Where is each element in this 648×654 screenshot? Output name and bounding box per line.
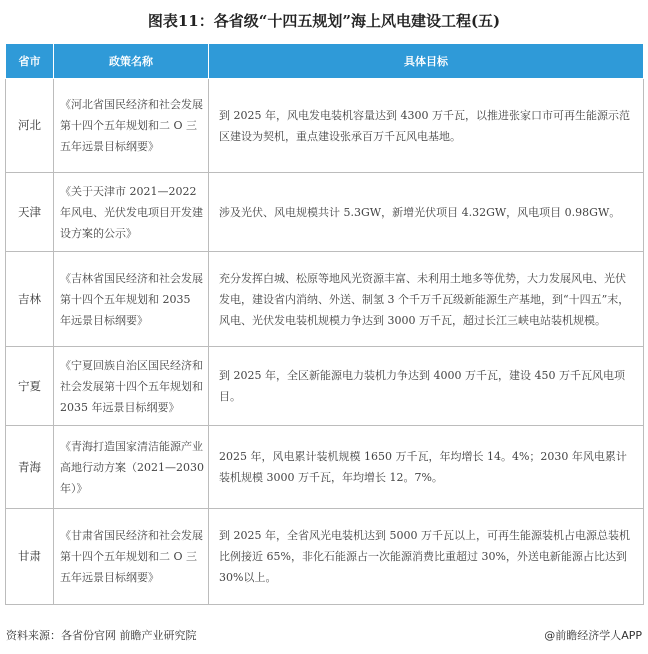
policy-table bbox=[5, 43, 644, 605]
policy-cell: 《关于天津市 2021—2022 年风电、光伏发电项目开发建设方案的公示》 bbox=[54, 173, 209, 252]
province-cell: 青海 bbox=[6, 426, 54, 509]
goal-cell: 2025 年，风电累计装机规模 1650 万千瓦，年均增长 14。4%；2030 年风电累计装机规模 3000 万千瓦，年均增长 12。7%。 bbox=[209, 426, 644, 509]
goal-cell: 到 2025 年，全省风光电装机达到 5000 万千瓦以上，可再生能源装机占电源总装机比例接近 65%，非化石能源占一次能源消费比重超过 30%，外送电新能源占比达到 30%以上。 bbox=[209, 509, 644, 605]
table-row bbox=[6, 426, 644, 509]
header-province: 省市 bbox=[6, 44, 54, 79]
goal-cell: 充分发挥白城、松原等地风光资源丰富、未利用土地多等优势，大力发展风电、光伏发电，建设省内消纳、外送、制氢 3 个千万千瓦级新能源生产基地，到“十四五”末，风电、光伏发电装机规模力争达到 3000 万千瓦，超过长江三峡电站装机规模。 bbox=[209, 252, 644, 347]
policy-cell: 《河北省国民经济和社会发展第十四个五年规划和二 O 三五年远景目标纲要》 bbox=[54, 79, 209, 173]
policy-cell: 《甘肃省国民经济和社会发展第十四个五年规划和二 O 三五年远景目标纲要》 bbox=[54, 509, 209, 605]
province-cell: 甘肃 bbox=[6, 509, 54, 605]
table-row bbox=[6, 79, 644, 173]
table-row bbox=[6, 173, 644, 252]
brand-credit: @前瞻经济学人APP bbox=[544, 629, 642, 642]
policy-cell: 《宁夏回族自治区国民经济和社会发展第十四个五年规划和 2035 年远景目标纲要》 bbox=[54, 347, 209, 426]
table-row bbox=[6, 509, 644, 605]
header-policy-name: 政策名称 bbox=[54, 44, 209, 79]
goal-cell: 到 2025 年，全区新能源电力装机力争达到 4000 万千瓦，建设 450 万千瓦风电项目。 bbox=[209, 347, 644, 426]
province-cell: 天津 bbox=[6, 173, 54, 252]
province-cell: 河北 bbox=[6, 79, 54, 173]
province-cell: 宁夏 bbox=[6, 347, 54, 426]
page-title: 图表11：各省级“十四五规划”海上风电建设工程(五) bbox=[147, 12, 501, 30]
header-goal: 具体目标 bbox=[209, 44, 644, 79]
table-header-row bbox=[6, 44, 644, 79]
policy-cell: 《吉林省国民经济和社会发展第十四个五年规划和 2035 年远景目标纲要》 bbox=[54, 252, 209, 347]
goal-cell: 涉及光伏、风电规模共计 5.3GW，新增光伏项目 4.32GW，风电项目 0.98GW。 bbox=[209, 173, 644, 252]
policy-cell: 《青海打造国家清洁能源产业高地行动方案（2021—2030 年）》 bbox=[54, 426, 209, 509]
goal-cell: 到 2025 年，风电发电装机容量达到 4300 万千瓦，以推进张家口市可再生能源示范区建设为契机，重点建设张承百万千瓦风电基地。 bbox=[209, 79, 644, 173]
table-row bbox=[6, 252, 644, 347]
source-note: 资料来源：各省份官网 前瞻产业研究院 bbox=[6, 629, 197, 642]
table-row bbox=[6, 347, 644, 426]
province-cell: 吉林 bbox=[6, 252, 54, 347]
